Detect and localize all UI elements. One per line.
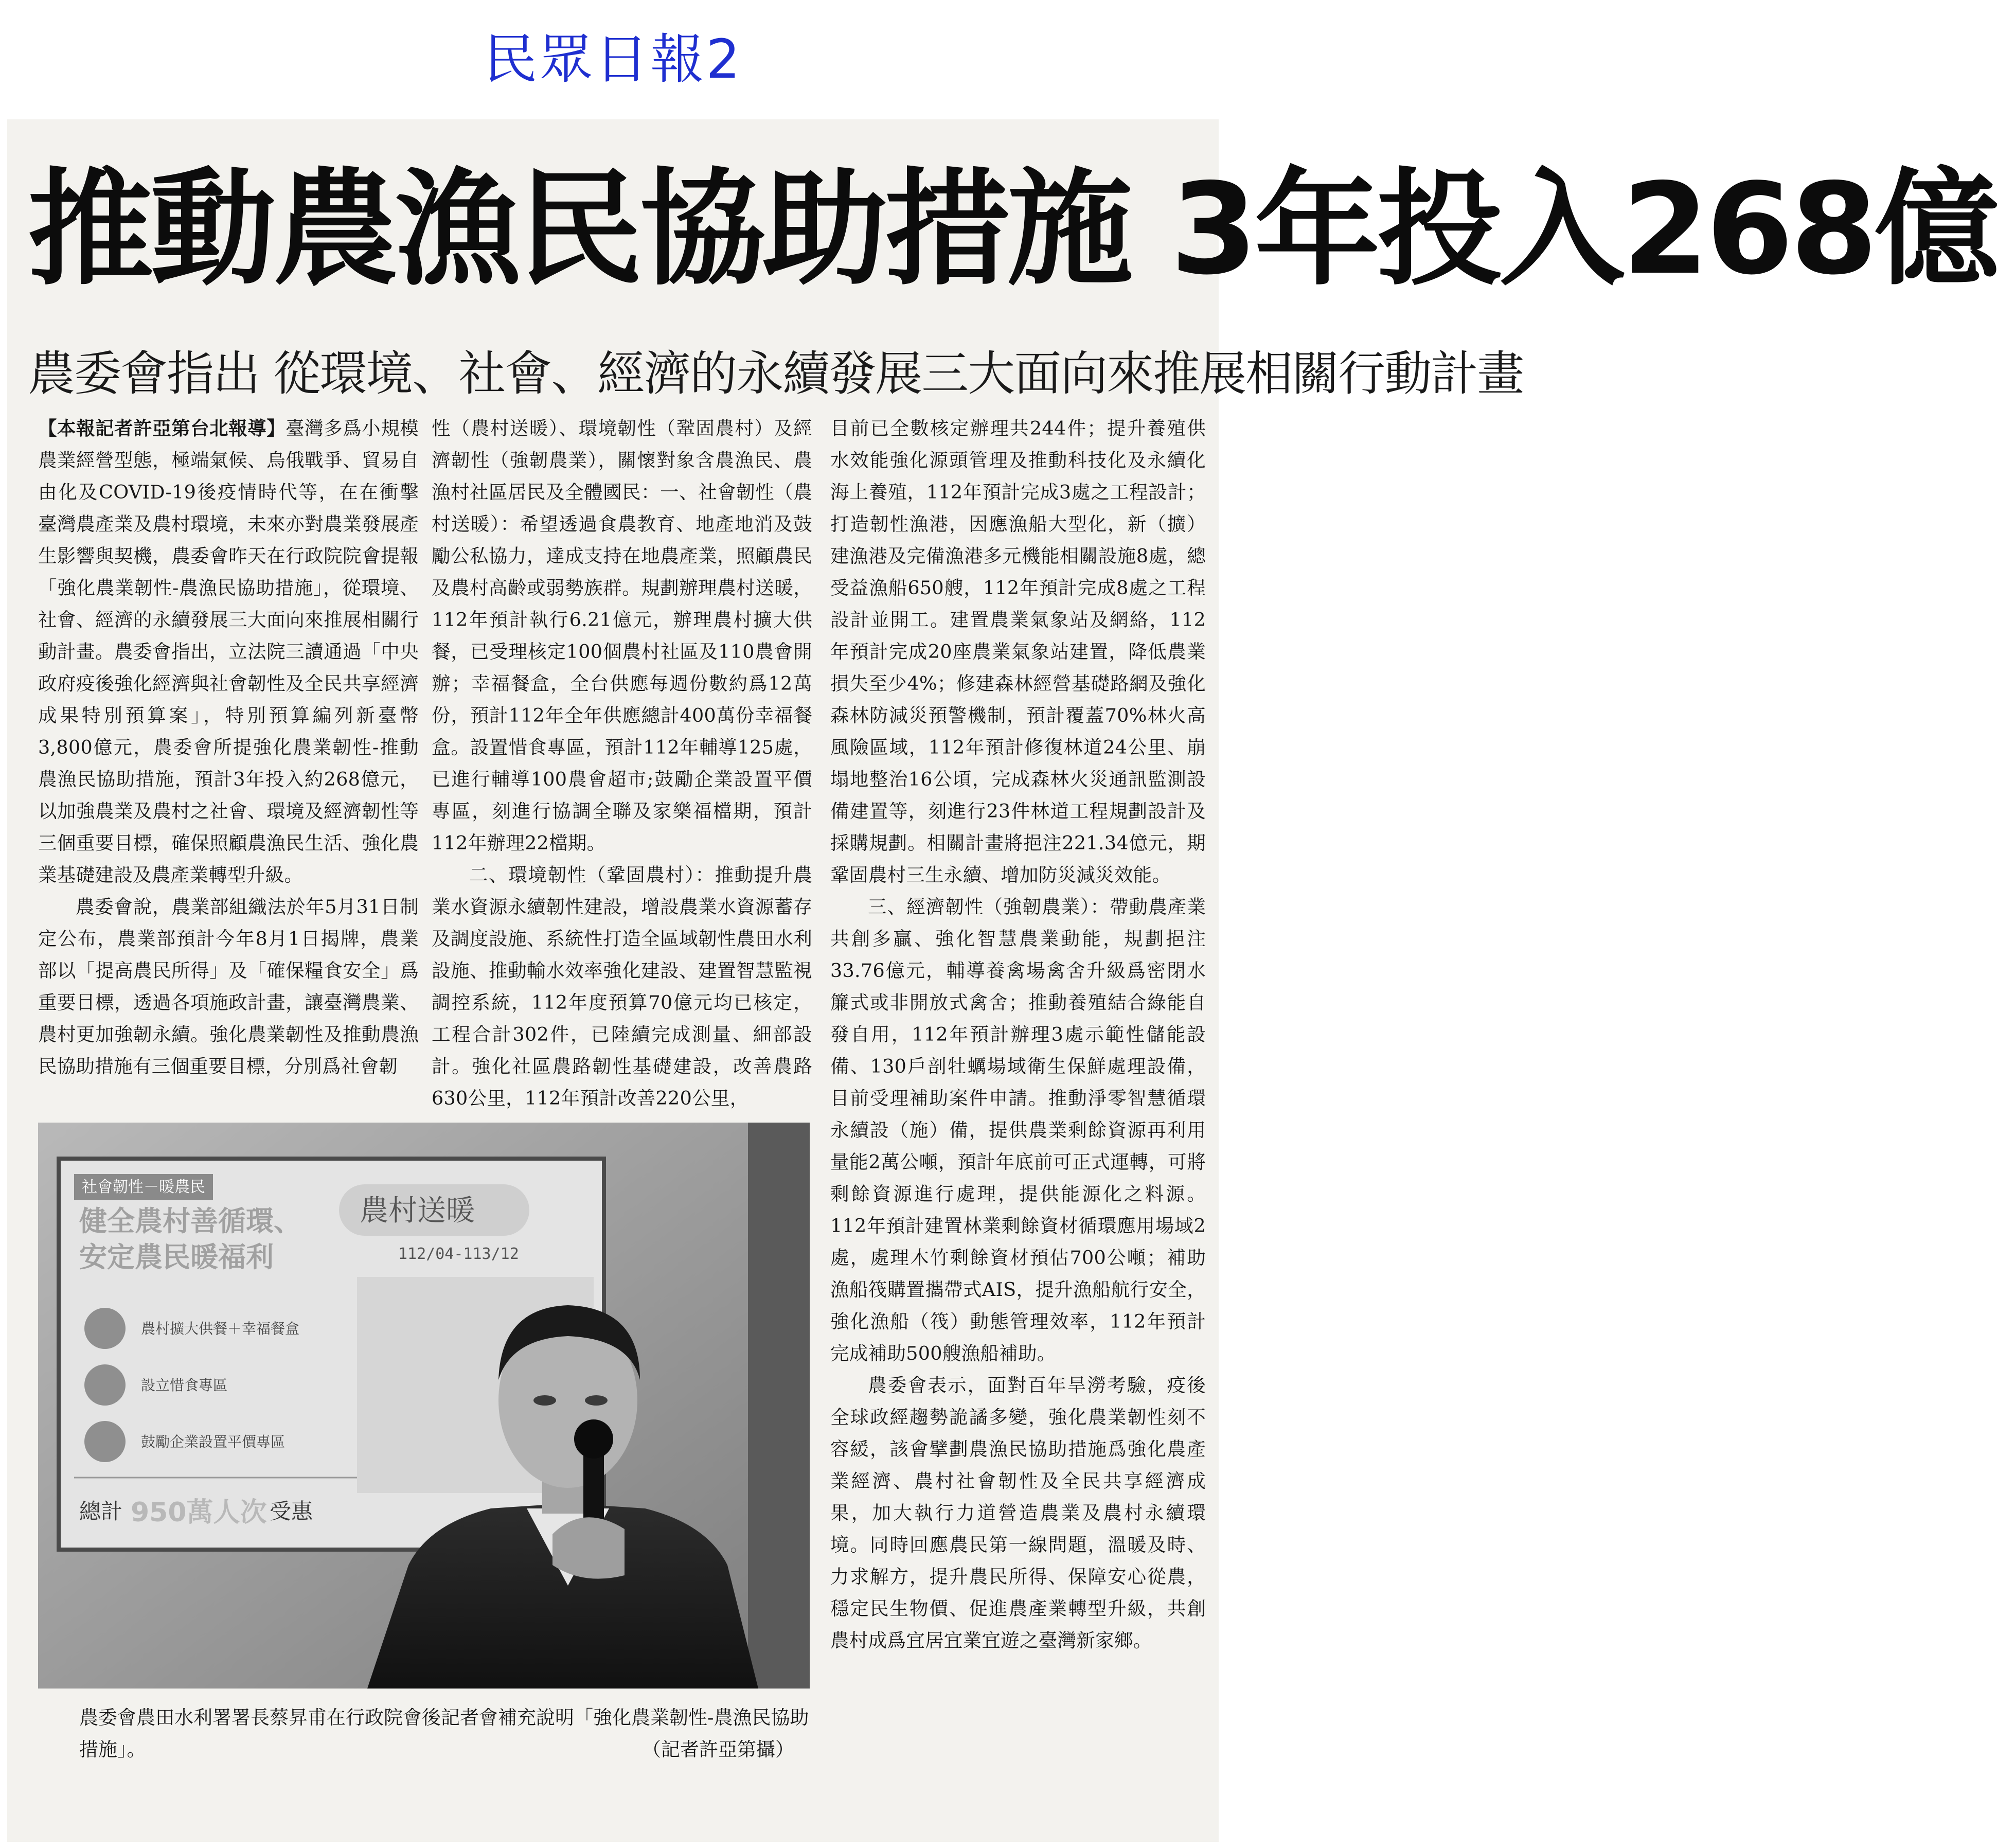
slide-total-value: 950萬人次: [131, 1497, 267, 1528]
article-paragraph: 農委會說，農業部組織法於年5月31日制定公布，農業部預計今年8月1日揭牌，農業部以「提高農民所得」及「確保糧食安全」爲重要目標，透過各項施政計畫，讓臺灣農業、農村更加強韌永續。強化農業韌性及推動農漁民協助措施有三個重要目標，分別爲社會韌: [38, 896, 419, 1077]
slide-bullet-icon: [84, 1364, 126, 1406]
photo-illustration: [38, 1123, 810, 1689]
article-subheadline: 農委會指出 從環境、社會、經濟的永續發展三大面向來推展相關行動計畫: [28, 346, 1524, 401]
slide-total-label: 總計: [79, 1499, 123, 1524]
slide-item-3: 鼓勵企業設置平價專區: [141, 1433, 286, 1450]
article-paragraph: 農委會表示，面對百年旱澇考驗，疫後全球政經趨勢詭譎多變，強化農業韌性刻不容緩，該會擘劃農漁民協助措施爲強化農產業經濟、農村社會韌性及全民共享經濟成果，加大執行力道營造農業及農村永續環境。同時回應農民第一線問題，溫暖及時、力求解方，提升農民所得、保障安心從農，穩定民生物價、促進農產業轉型升級，共創農村成爲宜居宜業宜遊之臺灣新家鄉。: [830, 1374, 1206, 1651]
slide-item-1: 農村擴大供餐＋幸福餐盒: [141, 1320, 300, 1337]
slide-tag: 社會韌性－暖農民: [82, 1178, 205, 1196]
speaker-eye-left: [533, 1395, 556, 1406]
slide-item-2: 設立惜食專區: [141, 1377, 228, 1394]
speaker-eye-right: [585, 1395, 608, 1406]
photo-credit: （記者許亞第攝）: [642, 1738, 794, 1761]
photo-caption-text: 農委會農田水利署署長蔡昇甫在行政院會後記者會補充說明「強化農業韌性-農漁民協助措施」。: [79, 1707, 809, 1761]
slide-bullet-icon: [84, 1308, 126, 1349]
article-paragraph: 二、環境韌性（鞏固農村）：推動提升農業水資源永續韌性建設，增設農業水資源蓄存及調度設施、系統性打造全區域韌性農田水利設施、推動輸水效率強化建設、建置智慧監視調控系統，112年度預算70億元均已核定，工程合計302件，已陸續完成測量、細部設計。強化社區農路韌性基礎建設，改善農路630公里，112年預計改善220公里，: [432, 864, 812, 1109]
microphone-head: [574, 1419, 613, 1459]
news-photo: [38, 1123, 810, 1689]
slide-total-suffix: 受惠: [270, 1499, 313, 1524]
article-paragraph: 目前已全數核定辦理共244件；提升養殖供水效能強化源頭管理及推動科技化及永續化海上養殖，112年預計完成3處之工程設計；打造韌性漁港，因應漁船大型化，新（擴）建漁港及完備漁港多元機能相關設施8處，總受益漁船650艘，112年預計完成8處之工程設計並開工。建置農業氣象站及網絡，112年預計完成20座農業氣象站建置，降低農業損失至少4%；修建森林經營基礎路網及強化森林防減災預警機制，預計覆蓋70%林火高風險區域，112年預計修復林道24公里、崩塌地整治16公頃，完成森林火災通訊監測設備建置等，刻進行23件林道工程規劃設計及採購規劃。相關計畫將挹注221.34億元，期鞏固農村三生永續、增加防災減災效能。: [830, 417, 1206, 886]
speaker-hand: [552, 1517, 625, 1578]
article-column-2: [432, 413, 812, 1109]
article-column-3: [830, 413, 1206, 1833]
photo-caption: [38, 1702, 810, 1779]
article-paragraph: 三、經濟韌性（強韌農業）：帶動農產業共創多贏、強化智慧農業動能，規劃挹注33.76億元，輔導養禽場禽舍升級爲密閉水簾式或非開放式禽舍；推動養殖結合綠能自發自用，112年預計辦理3處示範性儲能設備、130戶剖牡蠣場域衛生保鮮處理設備，目前受理補助案件申請。推動淨零智慧循環永續設（施）備，提供農業剩餘資源再利用量能2萬公噸，預計年底前可正式運轉，可將剩餘資源進行處理，提供能源化之料源。112年預計建置林業剩餘資材循環應用場域2處，處理木竹剩餘資材預估700公噸；補助漁船筏購置攜帶式AIS，提升漁船航行安全，強化漁船（筏）動態管理效率，112年預計完成補助500艘漁船補助。: [830, 896, 1206, 1364]
slide-title-line1: 健全農村善循環、: [79, 1205, 301, 1237]
news-clipping: [7, 119, 1997, 1842]
slide-bullet-icon: [84, 1421, 126, 1462]
article-headline: 推動農漁民協助措施 3年投入268億: [28, 156, 1997, 303]
article-paragraph: 性（農村送暖）、環境韌性（鞏固農村）及經濟韌性（強韌農業），關懷對象含農漁民、農漁村社區居民及全體國民：一、社會韌性（農村送暖）：希望透過食農教育、地產地消及鼓勵公私協力，達成支持在地農產業，照顧農民及農村高齡或弱勢族群。規劃辦理農村送暖，112年預計執行6.21億元，辦理農村擴大供餐，已受理核定100個農村社區及110農會開辦；幸福餐盒，全台供應每週份數約爲12萬份，預計112年全年供應總計400萬份幸福餐盒。設置惜食專區，預計112年輔導125處，已進行輔導100農會超市;鼓勵企業設置平價專區，刻進行協調全聯及家樂福檔期，預計112年辦理22檔期。: [432, 417, 812, 854]
article-paragraph: 【本報記者許亞第台北報導】臺灣多爲小規模農業經營型態，極端氣候、烏俄戰爭、貿易自由化及COVID-19後疫情時代等，在在衝擊臺灣農產業及農村環境，未來亦對農業發展產生影響與契機，農委會昨天在行政院院會提報「強化農業韌性-農漁民協助措施」，從環境、社會、經濟的永續發展三大面向來推展相關行動計畫。農委會指出，立法院三讀通過「中央政府疫後強化經濟與社會韌性及全民共享經濟成果特別預算案」，特別預算編列新臺幣3,800億元，農委會所提強化農業韌性-推動農漁民協助措施，預計3年投入約268億元，以加強農業及農村之社會、環境及經濟韌性等三個重要目標，確保照顧農漁民生活、強化農業基礎建設及農產業轉型升級。: [38, 417, 419, 886]
article-column-1: [38, 413, 419, 1092]
slide-title-line2: 安定農民暖福利: [79, 1241, 274, 1273]
newspaper-masthead: 民眾日報2: [484, 28, 742, 91]
article-byline: 【本報記者許亞第台北報導】: [38, 417, 286, 439]
slide-date: 112/04-113/12: [398, 1245, 519, 1263]
slide-banner: 農村送暖: [360, 1194, 475, 1228]
wall-panel: [748, 1123, 810, 1689]
